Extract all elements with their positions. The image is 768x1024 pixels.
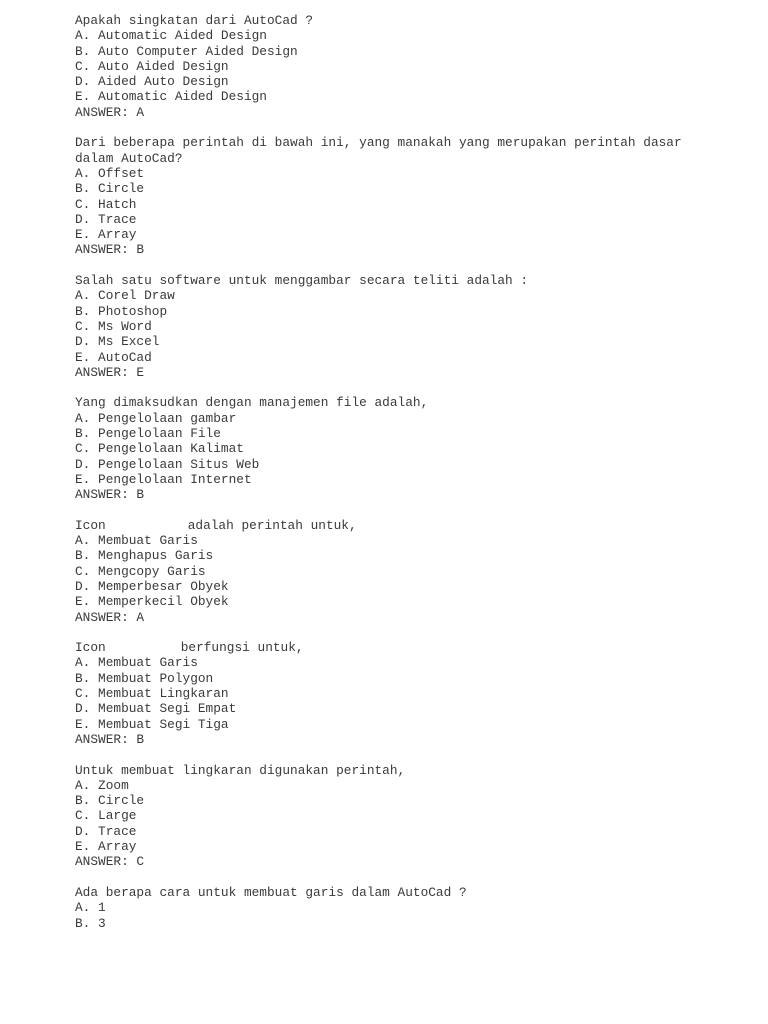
question-text: Apakah singkatan dari AutoCad ?	[75, 13, 314, 28]
option-e: E. Array	[75, 839, 137, 855]
option-e: E. Automatic Aided Design	[75, 89, 267, 105]
question-7	[75, 763, 715, 870]
answer-key: ANSWER: A	[75, 609, 145, 625]
question-text-start: Icon	[75, 640, 106, 656]
question-text-end: berfungsi untuk,	[180, 640, 304, 656]
blank-line	[75, 258, 715, 273]
option-b: B. Menghapus Garis	[75, 548, 214, 564]
option-d: D. Trace	[75, 823, 137, 839]
question-text: Salah satu software untuk menggambar secara teliti adalah :	[75, 273, 529, 289]
blank-line	[75, 625, 715, 640]
option-a: A. Membuat Garis	[75, 533, 198, 549]
option-e: E. Memperkecil Obyek	[75, 594, 229, 610]
blank-line	[75, 380, 715, 395]
question-text	[75, 518, 715, 533]
question-document	[75, 13, 715, 931]
option-e: E. Pengelolaan Internet	[75, 471, 252, 487]
blank-line	[75, 870, 715, 885]
blank-line	[75, 747, 715, 762]
option-b: B. Photoshop	[75, 303, 168, 319]
option-a: A. Offset	[75, 165, 145, 181]
option-b: B. Circle	[75, 181, 145, 197]
blank-line	[75, 503, 715, 518]
option-d: D. Aided Auto Design	[75, 74, 229, 90]
answer-key: ANSWER: E	[75, 364, 145, 380]
answer-key: ANSWER: B	[75, 731, 145, 747]
option-d: D. Ms Excel	[75, 334, 160, 350]
missing-icon-image	[106, 642, 181, 654]
option-b: B. Auto Computer Aided Design	[75, 43, 298, 59]
question-text: Untuk membuat lingkaran digunakan perintah,	[75, 762, 406, 778]
option-a: A. Membuat Garis	[75, 655, 198, 671]
option-c: C. Mengcopy Garis	[75, 563, 206, 579]
question-text-start: Icon	[75, 517, 106, 533]
question-3	[75, 273, 715, 380]
question-text: Dari beberapa perintah di bawah ini, yang manakah yang merupakan perintah dasar	[75, 135, 682, 151]
option-d: D. Membuat Segi Empat	[75, 701, 237, 717]
option-c: C. Membuat Lingkaran	[75, 686, 229, 702]
question-2	[75, 135, 715, 257]
option-e: E. AutoCad	[75, 349, 152, 365]
question-text-continued: dalam AutoCad?	[75, 150, 183, 166]
question-text: Ada berapa cara untuk membuat garis dalam AutoCad ?	[75, 884, 467, 900]
answer-key: ANSWER: B	[75, 242, 145, 258]
option-c: C. Auto Aided Design	[75, 58, 229, 74]
question-4	[75, 395, 715, 502]
option-d: D. Pengelolaan Situs Web	[75, 456, 260, 472]
question-text: Yang dimaksudkan dengan manajemen file adalah,	[75, 395, 429, 411]
option-e: E. Array	[75, 227, 137, 243]
question-6	[75, 640, 715, 747]
answer-key: ANSWER: B	[75, 487, 145, 503]
option-a: A. Zoom	[75, 777, 129, 793]
option-c: C. Large	[75, 808, 137, 824]
missing-icon-image	[106, 519, 188, 531]
option-a: A. Automatic Aided Design	[75, 28, 267, 44]
option-b: B. Membuat Polygon	[75, 670, 214, 686]
option-c: C. Ms Word	[75, 318, 152, 334]
option-b: B. Circle	[75, 793, 145, 809]
option-a: A. Corel Draw	[75, 288, 175, 304]
option-a: A. 1	[75, 900, 106, 916]
option-b: B. Pengelolaan File	[75, 426, 221, 442]
answer-key: ANSWER: C	[75, 854, 145, 870]
option-d: D. Trace	[75, 211, 137, 227]
question-1	[75, 13, 715, 120]
question-5	[75, 518, 715, 625]
option-d: D. Memperbesar Obyek	[75, 578, 229, 594]
question-8	[75, 885, 715, 931]
option-e: E. Membuat Segi Tiga	[75, 716, 229, 732]
option-b: B. 3	[75, 915, 106, 931]
question-text-end: adalah perintah untuk,	[187, 517, 357, 533]
answer-key: ANSWER: A	[75, 104, 145, 120]
option-c: C. Hatch	[75, 196, 137, 212]
question-text	[75, 640, 715, 655]
option-a: A. Pengelolaan gambar	[75, 410, 237, 426]
option-c: C. Pengelolaan Kalimat	[75, 441, 244, 457]
blank-line	[75, 120, 715, 135]
